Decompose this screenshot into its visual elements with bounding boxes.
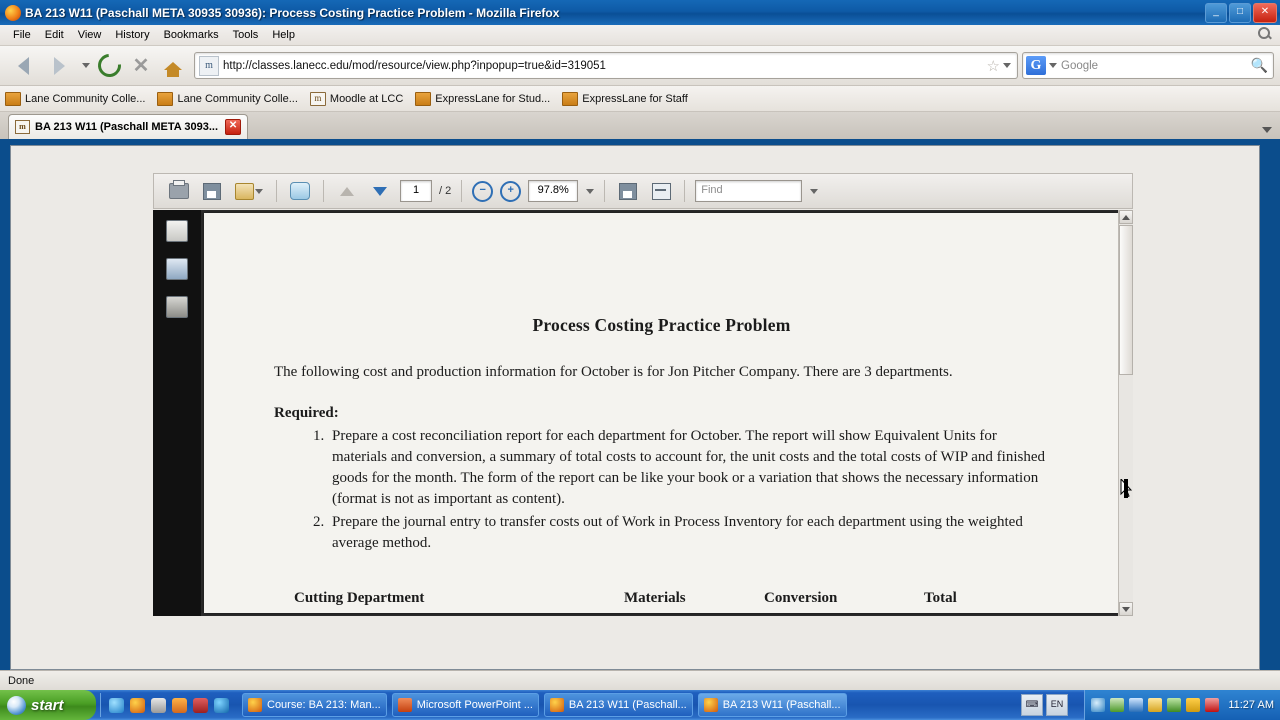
window-title: BA 213 W11 (Paschall META 30935 30936): Process Costing Practice Problem - Mozilla Firefox — [25, 5, 560, 20]
update-icon[interactable] — [1148, 698, 1162, 712]
taskbar-button-label: BA 213 W11 (Paschall... — [568, 699, 687, 711]
network-icon[interactable] — [1110, 698, 1124, 712]
list-item: 2. Prepare the journal entry to transfer costs out of Work in Process Inventory for each department using the weighted average method. — [328, 512, 1049, 554]
taskbar-button[interactable] — [392, 693, 539, 717]
pdf-vertical-scrollbar[interactable] — [1118, 210, 1133, 616]
taskbar-button-label: BA 213 W11 (Paschall... — [722, 699, 841, 711]
tab-bar — [0, 112, 1280, 140]
menu-item-edit[interactable]: Edit — [44, 29, 64, 41]
zoom-caret-icon[interactable] — [586, 189, 594, 194]
menu-item-tools[interactable]: Tools — [232, 29, 259, 41]
menu-item-view[interactable]: View — [77, 29, 102, 41]
pdf-toolbar — [153, 173, 1133, 209]
firefox-icon — [248, 698, 262, 712]
menu-bar — [0, 25, 1280, 46]
find-input[interactable]: Find — [695, 180, 802, 202]
bookmark-item[interactable] — [562, 92, 688, 106]
list-item: 1. Prepare a cost reconciliation report for each department for October. The report will show Equivalent Units for materials and conversion, a summary of total costs to account for, the unit costs and the total costs of WIP and finished goods for the month. The form of the report can be like your book or a variation that shows the necessary information (format is not as important as content). — [328, 426, 1049, 510]
navigation-toolbar — [0, 46, 1280, 86]
google-search-engine-icon[interactable]: G — [1026, 56, 1046, 75]
url-dropdown-caret-icon[interactable] — [1003, 63, 1011, 68]
status-bar — [0, 670, 1280, 690]
mouse-cursor — [1120, 479, 1132, 498]
bookmark-label: Moodle at LCC — [329, 92, 404, 105]
menu-item-help[interactable]: Help — [272, 29, 295, 41]
page-number-input[interactable]: 1 — [400, 180, 432, 202]
minimize-button[interactable]: _ — [1205, 3, 1227, 23]
powerpoint-icon — [398, 698, 412, 712]
next-page-icon[interactable] — [367, 179, 393, 203]
required-list — [274, 426, 1049, 554]
fit-page-icon[interactable] — [615, 179, 641, 203]
bookmarks-panel-icon[interactable] — [166, 258, 188, 280]
keyboard-icon[interactable]: ⌨ — [1021, 694, 1043, 716]
url-bar[interactable] — [194, 52, 1018, 79]
volume-icon[interactable] — [1091, 698, 1105, 712]
firefox-icon[interactable] — [130, 698, 145, 713]
document-body — [204, 315, 1119, 607]
print-icon[interactable] — [166, 179, 192, 203]
taskbar-clock[interactable]: 11:27 AM — [1228, 699, 1274, 711]
taskbar-button-label: Microsoft PowerPoint ... — [416, 699, 533, 711]
media-icon[interactable] — [151, 698, 166, 713]
tools-icon[interactable] — [232, 179, 266, 203]
toolbar-separator — [461, 180, 462, 202]
menu-item-bookmarks[interactable]: Bookmarks — [163, 29, 219, 41]
zoom-out-icon[interactable]: − — [472, 181, 493, 202]
page-content — [0, 139, 1280, 670]
photo-icon[interactable] — [172, 698, 187, 713]
window-titlebar — [0, 0, 1280, 25]
bookmark-star-icon[interactable]: ☆ — [986, 57, 1000, 75]
folder-icon — [157, 92, 173, 106]
antivirus-icon[interactable] — [1167, 698, 1181, 712]
taskbar-button-label: Course: BA 213: Man... — [267, 699, 381, 711]
stop-button[interactable]: ✕ — [132, 54, 150, 77]
zoom-in-icon[interactable]: + — [500, 181, 521, 202]
fit-width-icon[interactable] — [648, 179, 674, 203]
search-input[interactable]: Google — [1061, 59, 1099, 72]
url-input[interactable]: http://classes.lanecc.edu/mod/resource/view.php?inpopup=true&id=319051 — [223, 59, 606, 72]
bookmark-label: Lane Community Colle... — [177, 92, 298, 105]
scroll-thumb[interactable] — [1119, 225, 1133, 375]
globe-icon[interactable] — [214, 698, 229, 713]
language-indicator[interactable]: EN — [1046, 694, 1068, 716]
tab-close-icon[interactable]: ✕ — [225, 119, 241, 135]
menubar-search-icon[interactable] — [1258, 27, 1274, 43]
previous-page-icon[interactable] — [334, 179, 360, 203]
table-header-department: Cutting Department — [294, 590, 425, 606]
bookmark-label: ExpressLane for Staff — [582, 92, 688, 105]
moodle-icon: m — [310, 92, 326, 106]
folder-icon — [5, 92, 21, 106]
scroll-down-button[interactable] — [1119, 602, 1133, 616]
pdf-page — [204, 213, 1119, 613]
quick-launch-bar — [100, 693, 237, 717]
firefox-icon — [550, 698, 564, 712]
pages-panel-icon[interactable] — [166, 220, 188, 242]
bookmark-item[interactable] — [157, 92, 297, 106]
bookmark-label: Lane Community Colle... — [25, 92, 146, 105]
document-intro: The following cost and production information for October is for Jon Pitcher Company. There are 3 departments. — [274, 364, 953, 380]
page-total-label: / 2 — [439, 185, 452, 197]
folder-icon — [562, 92, 578, 106]
close-button[interactable]: ✕ — [1253, 3, 1277, 23]
bookmark-label: ExpressLane for Stud... — [435, 92, 551, 105]
pdf-viewer — [10, 145, 1260, 670]
search-engine-caret-icon[interactable] — [1049, 63, 1057, 68]
find-caret-icon[interactable] — [810, 189, 818, 194]
tab-label: BA 213 W11 (Paschall META 3093... — [35, 121, 219, 133]
table-header-conversion: Conversion — [764, 590, 838, 606]
moodle-icon: m — [15, 120, 30, 134]
bookmarks-toolbar — [0, 86, 1280, 112]
taskbar — [0, 690, 1280, 720]
bookmark-item[interactable] — [310, 92, 403, 106]
forward-button[interactable] — [42, 52, 76, 80]
tab-ba213[interactable] — [8, 114, 248, 139]
status-text: Done — [8, 674, 35, 687]
messenger-icon[interactable] — [1186, 698, 1200, 712]
camera-icon[interactable] — [193, 698, 208, 713]
history-dropdown-caret-icon[interactable] — [78, 52, 92, 80]
window-controls — [1205, 3, 1277, 23]
shield-icon[interactable] — [1129, 698, 1143, 712]
taskbar-button[interactable] — [544, 693, 693, 717]
taskbar-button-active[interactable] — [698, 693, 847, 717]
table-header-total: Total — [924, 590, 957, 606]
attachments-panel-icon[interactable] — [166, 296, 188, 318]
document-title: Process Costing Practice Problem — [532, 315, 791, 335]
search-submit-icon[interactable]: 🔍 — [1250, 57, 1268, 73]
required-label: Required: — [274, 405, 339, 421]
taskbar-button[interactable] — [242, 693, 387, 717]
site-favicon: m — [199, 56, 219, 76]
hand-tool-icon[interactable] — [287, 179, 313, 203]
bookmark-item[interactable] — [415, 92, 550, 106]
zoom-level-input[interactable]: 97.8% — [528, 180, 578, 202]
firefox-icon — [5, 5, 21, 21]
menu-item-file[interactable]: File — [13, 29, 31, 41]
start-label: start — [31, 696, 64, 714]
toolbar-separator — [604, 180, 605, 202]
home-button[interactable] — [158, 52, 188, 80]
table-header-row — [274, 590, 1049, 607]
toolbar-separator — [323, 180, 324, 202]
bookmark-item[interactable] — [5, 92, 145, 106]
toolbar-separator — [276, 180, 277, 202]
save-icon[interactable] — [199, 179, 225, 203]
firefox-icon — [704, 698, 718, 712]
start-button[interactable] — [0, 690, 96, 720]
browser-icon[interactable] — [109, 698, 124, 713]
back-button[interactable] — [6, 52, 40, 80]
reload-button[interactable] — [94, 52, 124, 80]
scroll-up-button[interactable] — [1119, 210, 1133, 224]
toolbar-separator — [684, 180, 685, 202]
menu-item-history[interactable]: History — [115, 29, 150, 41]
maximize-button[interactable]: □ — [1229, 3, 1251, 23]
search-bar[interactable] — [1022, 52, 1274, 79]
table-header-materials: Materials — [624, 590, 686, 606]
pdf-page-area — [201, 210, 1133, 616]
language-bar[interactable] — [1021, 694, 1068, 716]
windows-orb-icon — [7, 696, 26, 715]
tab-list-caret-icon[interactable] — [1262, 127, 1272, 133]
folder-icon — [415, 92, 431, 106]
pdf-side-panel — [153, 210, 201, 616]
norton-icon[interactable] — [1205, 698, 1219, 712]
system-tray — [1084, 690, 1280, 720]
